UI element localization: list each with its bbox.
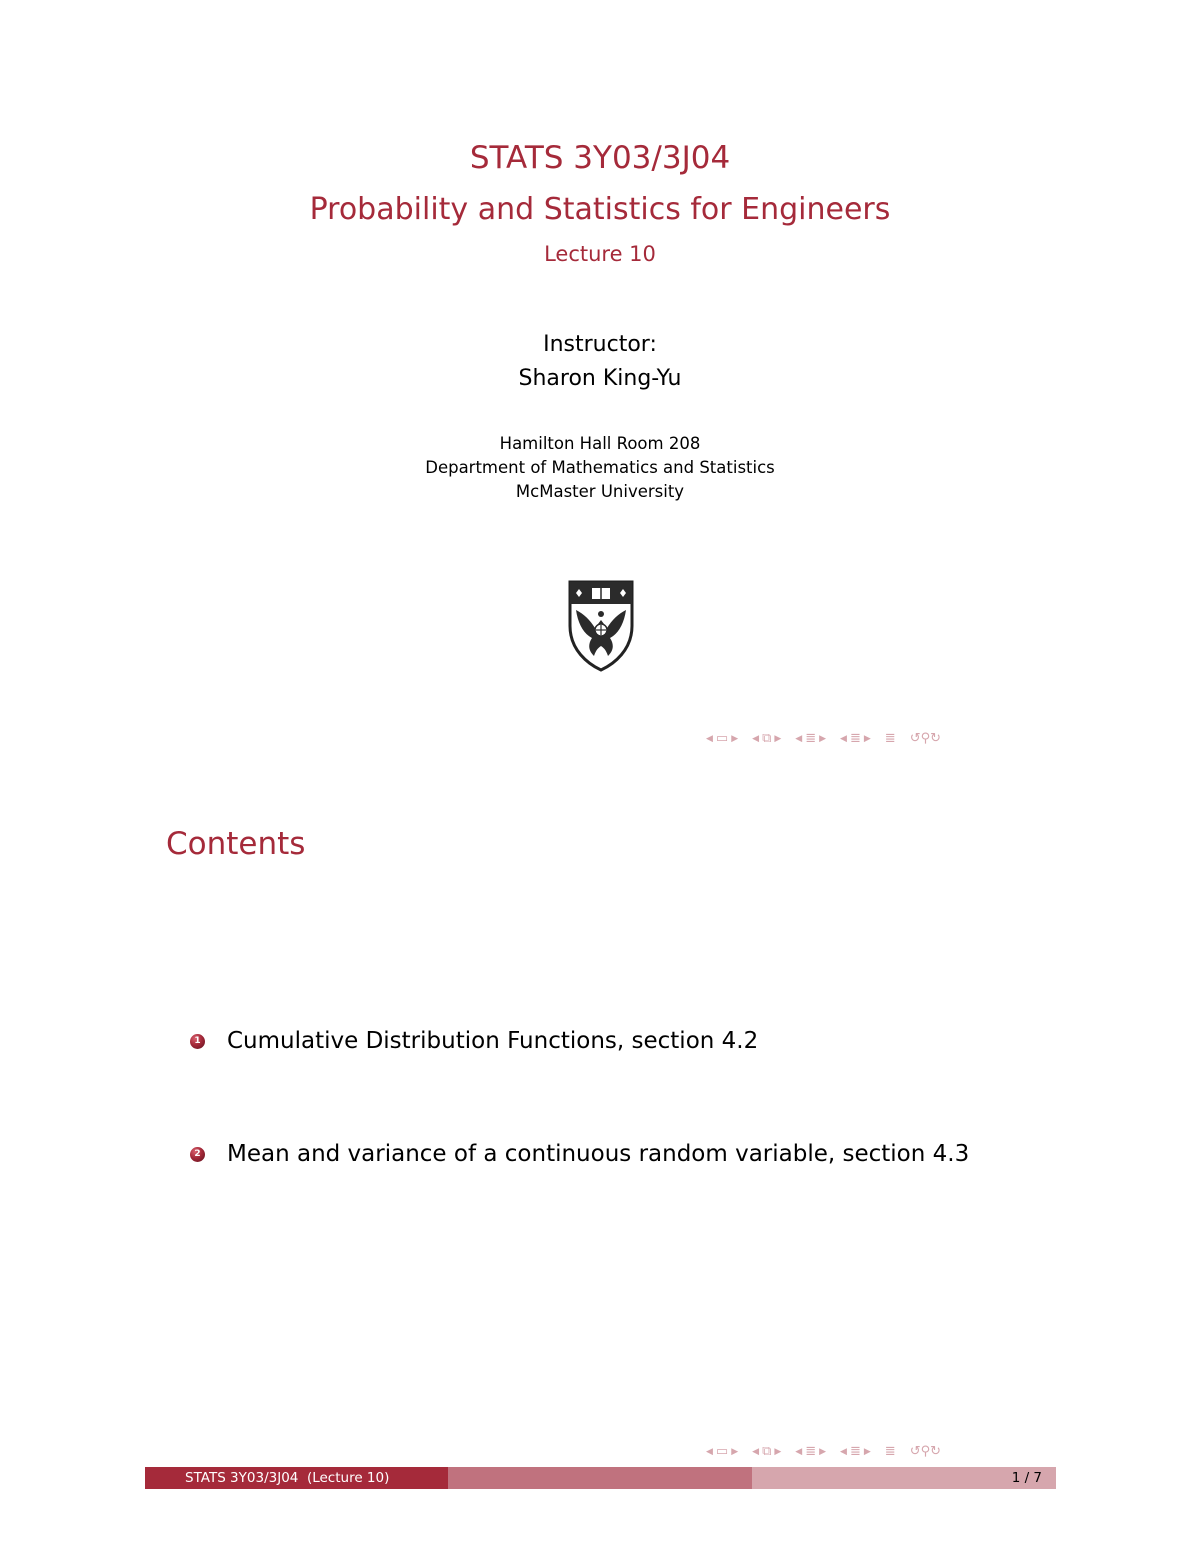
course-code: STATS 3Y03/3J04	[469, 140, 731, 176]
nav-document-icon[interactable]: ◀ ≣ ▶	[840, 731, 871, 746]
toc-item[interactable]	[190, 1028, 758, 1054]
slide-footer	[145, 1467, 1056, 1489]
affiliation-department: Department of Mathematics and Statistics	[425, 458, 775, 477]
beamer-navigation-bar	[706, 731, 941, 746]
toc-number-ball-icon: 2	[190, 1147, 205, 1162]
lecture-number: Lecture 10	[544, 242, 656, 266]
nav-search-icon[interactable]: ↺⚲↻	[909, 731, 941, 746]
contents-title: Contents	[166, 826, 306, 862]
instructor-name: Sharon King-Yu	[518, 366, 682, 391]
footer-middle-band	[448, 1467, 752, 1489]
nav-align-icon[interactable]: ≣	[884, 731, 896, 746]
affiliation-university: McMaster University	[515, 482, 685, 501]
nav-frame-icon[interactable]: ◀ ▭ ▶	[706, 1444, 739, 1459]
nav-subsection-icon[interactable]: ◀ ⧉ ▶	[752, 731, 782, 746]
affiliation-room: Hamilton Hall Room 208	[499, 434, 701, 453]
toc-item-text: Mean and variance of a continuous random variable, section 4.3	[227, 1141, 970, 1167]
nav-search-icon[interactable]: ↺⚲↻	[909, 1444, 941, 1459]
beamer-navigation-bar	[706, 1444, 941, 1459]
footer-title: STATS 3Y03/3J04 (Lecture 10)	[145, 1467, 448, 1489]
course-title: Probability and Statistics for Engineers	[309, 192, 891, 227]
nav-section-icon[interactable]: ◀ ≣ ▶	[795, 731, 827, 746]
nav-subsection-icon[interactable]: ◀ ⧉ ▶	[752, 1444, 782, 1459]
nav-align-icon[interactable]: ≣	[884, 1444, 896, 1459]
nav-section-icon[interactable]: ◀ ≣ ▶	[795, 1444, 827, 1459]
instructor-label: Instructor:	[543, 332, 657, 357]
footer-page-number: 1 / 7	[752, 1467, 1056, 1489]
toc-item-text: Cumulative Distribution Functions, section 4.2	[227, 1028, 759, 1054]
toc-item[interactable]	[190, 1141, 969, 1167]
toc-number-ball-icon: 1	[190, 1034, 205, 1049]
mcmaster-crest-icon	[568, 580, 634, 672]
nav-document-icon[interactable]: ◀ ≣ ▶	[840, 1444, 871, 1459]
nav-frame-icon[interactable]: ◀ ▭ ▶	[706, 731, 739, 746]
